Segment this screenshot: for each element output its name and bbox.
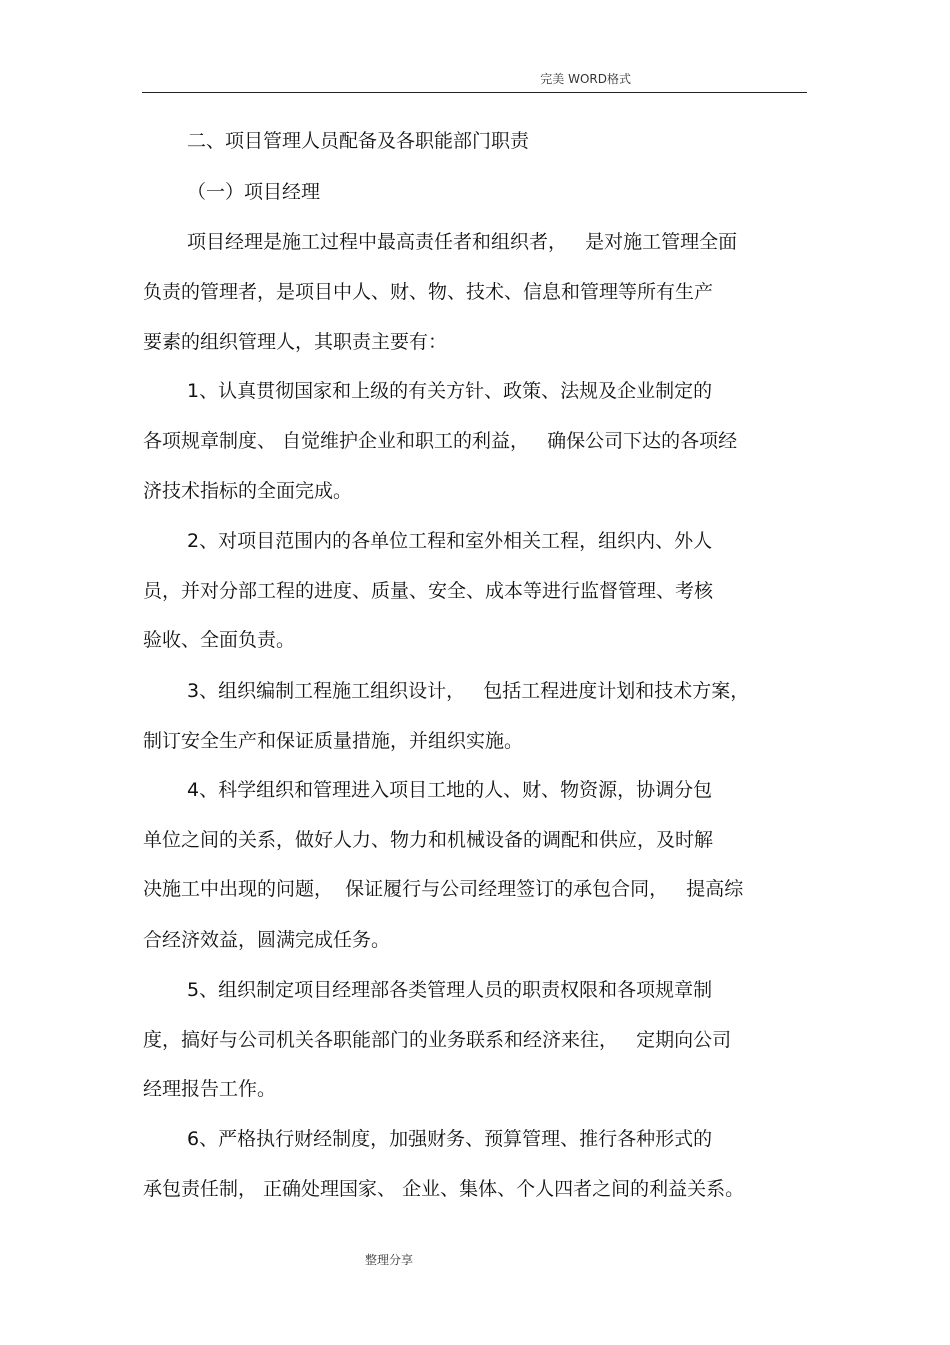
paragraph-line: 要素的组织管理人，其职责主要有：	[143, 331, 448, 353]
list-item-line: 制订安全生产和保证质量措施，并组织实施。	[143, 730, 524, 752]
list-item-line: 合经济效益，圆满完成任务。	[143, 929, 391, 951]
list-item-line: 2、对项目范围内的各单位工程和室外相关工程，组织内、外人	[187, 530, 713, 552]
paragraph-line: 负责的管理者，是项目中人、财、物、技术、信息和管理等所有生产	[143, 281, 714, 303]
list-item-line: 济技术指标的全面完成。	[143, 480, 353, 502]
list-item-line: 决施工中出现的问题， 保证履行与公司经理签订的承包合同， 提高综	[143, 878, 744, 900]
list-item-line: 4、科学组织和管理进入项目工地的人、财、物资源，协调分包	[187, 779, 713, 801]
list-item-line: 单位之间的关系，做好人力、物力和机械设备的调配和供应，及时解	[143, 829, 714, 851]
section-title: 二、项目管理人员配备及各职能部门职责	[187, 130, 530, 152]
subsection-title: （一）项目经理	[187, 181, 321, 203]
list-item-line: 各项规章制度、 自觉维护企业和职工的利益， 确保公司下达的各项经	[143, 430, 738, 452]
list-item-line: 1、认真贯彻国家和上级的有关方针、政策、法规及企业制定的	[187, 380, 713, 402]
list-item-line: 6、严格执行财经制度，加强财务、预算管理、推行各种形式的	[187, 1128, 713, 1150]
page-footer: 整理分享	[365, 1253, 414, 1267]
list-item-line: 3、组织编制工程施工组织设计， 包括工程进度计划和技术方案，	[187, 680, 750, 702]
list-item-line: 验收、全面负责。	[143, 629, 296, 651]
list-item-line: 承包责任制， 正确处理国家、 企业、集体、个人四者之间的利益关系。	[143, 1178, 745, 1200]
header-text: 完美 WORD格式	[540, 72, 631, 86]
list-item-line: 5、组织制定项目经理部各类管理人员的职责权限和各项规章制	[187, 979, 713, 1001]
paragraph-line: 项目经理是施工过程中最高责任者和组织者， 是对施工管理全面	[187, 231, 738, 253]
list-item-line: 度，搞好与公司机关各职能部门的业务联系和经济来往， 定期向公司	[143, 1029, 732, 1051]
list-item-line: 员，并对分部工程的进度、质量、安全、成本等进行监督管理、考核	[143, 580, 714, 602]
list-item-line: 经理报告工作。	[143, 1078, 277, 1100]
